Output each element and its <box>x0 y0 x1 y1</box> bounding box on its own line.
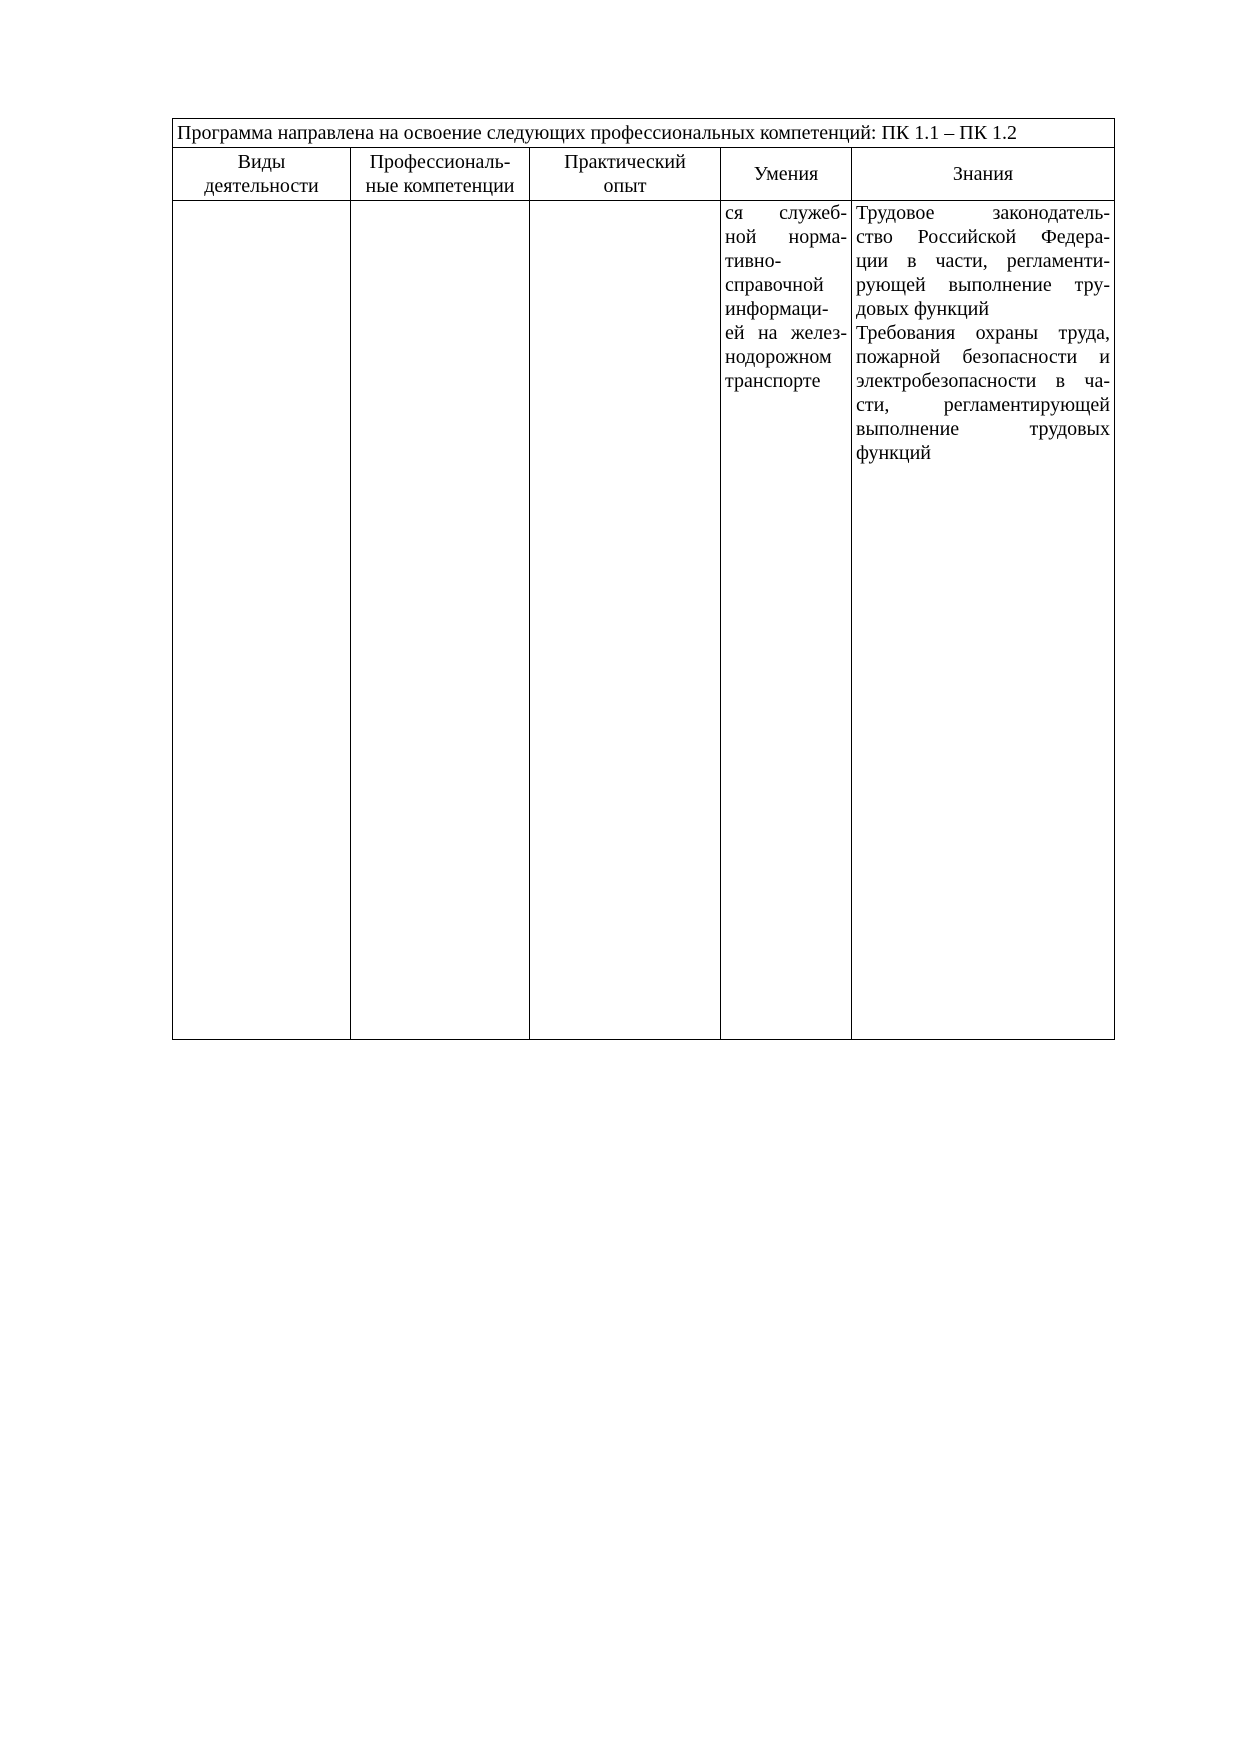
header-row <box>173 148 1115 201</box>
header-activity-types-line2: деятельности <box>204 175 319 197</box>
cell-activity-types <box>173 201 351 1040</box>
knowledge-line: довых функций <box>856 298 990 320</box>
skills-line: транспорте <box>725 370 821 392</box>
competencies-table <box>172 118 1115 1040</box>
skills-line: ся служеб- <box>725 202 847 224</box>
cell-skills <box>721 201 852 1040</box>
table-row <box>173 201 1115 1040</box>
skills-line: информаци- <box>725 298 829 320</box>
cell-professional-competencies <box>351 201 530 1040</box>
skills-line: ной норма- <box>725 226 847 248</box>
skills-line: тивно- <box>725 250 782 272</box>
knowledge-line: Требования охраны труда, <box>856 322 1110 344</box>
header-professional-competencies-line2: ные компетенции <box>365 175 515 197</box>
caption-row <box>173 119 1115 148</box>
knowledge-line: выполнение трудовых <box>856 418 1110 440</box>
skills-line: справочной <box>725 274 824 296</box>
skills-line: нодорожном <box>725 346 832 368</box>
table-caption: Программа направлена на освоение следующих профессиональных компетенций: ПК 1.1 – ПК 1.2 <box>173 119 1115 148</box>
header-activity-types <box>173 148 351 201</box>
knowledge-line: пожарной безопасности и <box>856 346 1110 368</box>
cell-knowledge <box>852 201 1115 1040</box>
header-practical-experience-line2: опыт <box>603 175 647 197</box>
header-practical-experience-line1: Практический <box>564 151 686 173</box>
header-activity-types-line1: Виды <box>237 151 286 173</box>
header-practical-experience <box>530 148 721 201</box>
knowledge-line: функций <box>856 442 931 464</box>
knowledge-line: сти, регламентирующей <box>856 394 1110 416</box>
knowledge-line: Трудовое законодатель- <box>856 202 1110 224</box>
header-knowledge: Знания <box>852 148 1115 201</box>
header-skills: Умения <box>721 148 852 201</box>
knowledge-line: рующей выполнение тру- <box>856 274 1110 296</box>
skills-line: ей на желез- <box>725 322 847 344</box>
header-professional-competencies-line1: Профессиональ- <box>369 151 511 173</box>
knowledge-line: электробезопасности в ча- <box>856 370 1110 392</box>
header-professional-competencies <box>351 148 530 201</box>
knowledge-line: ство Российской Федера- <box>856 226 1110 248</box>
knowledge-line: ции в части, регламенти- <box>856 250 1110 272</box>
cell-practical-experience <box>530 201 721 1040</box>
